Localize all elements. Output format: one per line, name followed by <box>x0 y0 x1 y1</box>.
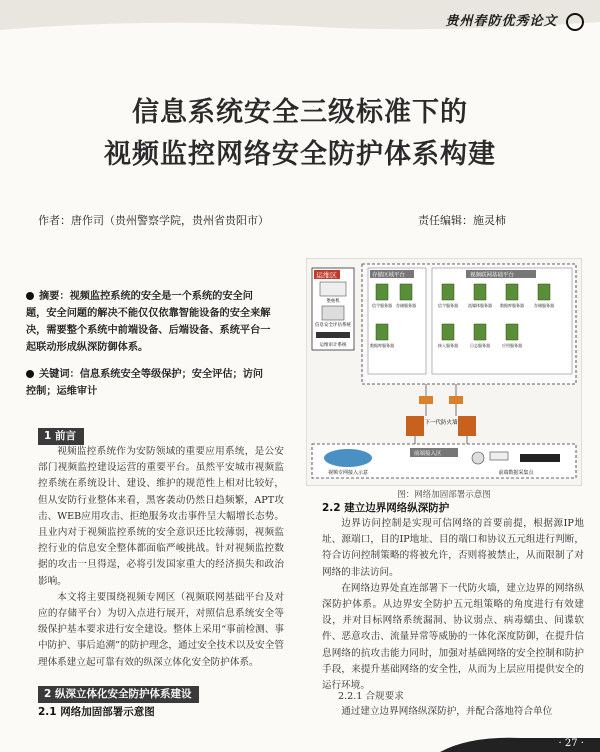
server-icon <box>442 284 454 300</box>
paragraph: 本文将主要围绕视频专网区（视频联网基础平台及对应的存储平台）为切入点进行展开，对照信息系统安全等级保护基本要求进行安全建设。整体上采用“事前检测、事中防护、事后追溯”的防护理念，通过安全技术以及安全管理体系建立起可靠有效的纵深立体化安全防护体系。 <box>38 591 284 668</box>
section-2-2-heading: 2.2 建立边界网络纵深防护 <box>322 502 450 514</box>
server-label: 存储服务器 <box>534 303 554 308</box>
footer-bar <box>0 734 600 752</box>
keywords-text: 信息系统安全等级保护；安全评估；访问控制；运维审计 <box>26 369 264 397</box>
section-2-2-body <box>322 516 584 694</box>
server-label: 数据库服务器 <box>500 303 524 308</box>
server-icon <box>506 284 518 300</box>
ops-item: 堡垒机 <box>326 299 340 304</box>
firewall-label: 下一代防火墙 <box>424 420 458 426</box>
article-title-line1: 信息系统安全三级标准下的 <box>132 97 468 128</box>
server-label: 存储服务器 <box>396 303 416 308</box>
author-line: 作者：唐作司（贵州警察学院，贵州省贵阳市） <box>38 214 269 227</box>
paragraph: 边界访问控制是实现可信网络的首要前提，根据源IP地址、源端口，目的IP地址、目的端口和协议五元组进行判断，符合访问控制策略的将被允许，否则将被禁止，从而限制了对网络的非法访问。 <box>322 518 584 578</box>
ops-item: 运维审计系统 <box>319 343 347 348</box>
frontend-zone-label: 前端接入区 <box>414 451 442 457</box>
journal-brand: 贵州春防优秀论文 <box>445 10 584 31</box>
editor-line: 责任编辑：施灵柿 <box>418 214 506 227</box>
network-deployment-figure <box>306 258 582 486</box>
page-number: · 27 · <box>558 738 584 749</box>
nvr-icon <box>520 454 560 462</box>
frontend-item: 视频专网接入示意 <box>327 470 369 476</box>
server-icon <box>538 284 550 300</box>
abstract <box>26 288 272 356</box>
server-icon <box>474 284 486 300</box>
paragraph: 通过建立边界网络纵深防护，并配合落地符合单位 <box>341 706 553 717</box>
dome-camera-icon <box>472 452 484 464</box>
brand-logo-icon <box>566 13 584 31</box>
bastion-icon <box>320 282 346 296</box>
bullet-icon <box>26 370 34 378</box>
server-label: 数据库服务器 <box>370 343 394 348</box>
section-2-1-heading: 2.1 网络加固部署示意图 <box>38 706 155 718</box>
abstract-label: 摘要： <box>39 291 70 302</box>
section-2-heading: 2 纵深立体化安全防护体系建设 <box>38 686 199 703</box>
server-label: 接入服务器 <box>438 343 458 348</box>
firewall-icon <box>406 416 424 436</box>
switch-icon <box>419 396 433 404</box>
audit-icon <box>316 332 350 338</box>
section-1-body <box>38 444 284 671</box>
assessment-icon <box>322 306 344 320</box>
frontend-item: 前端数据采集点 <box>498 470 534 476</box>
article-title-line2: 视频监控网络安全防护体系构建 <box>104 139 496 170</box>
server-icon <box>376 284 388 300</box>
firewall-icon <box>458 416 476 436</box>
server-icon <box>400 284 412 300</box>
ops-item: 信息安全评估系统 <box>315 323 351 328</box>
network-cloud-icon <box>324 449 372 467</box>
bullet-camera-icon <box>490 452 508 460</box>
ops-zone-label: 运维区 <box>316 271 337 280</box>
keywords <box>26 366 272 400</box>
keywords-label: 关键词： <box>39 369 80 380</box>
bullet-icon <box>26 292 34 300</box>
server-icon <box>376 324 388 340</box>
server-icon <box>506 324 518 340</box>
server-label: 流媒体服务器 <box>468 303 492 308</box>
abstract-text: 视频监控系统的安全是一个系统的安全问题，安全问题的解决不能仅仅依靠智能设备的安全来解决，需要整个系统中前端设备、后端设备、系统平台一起联动形成纵深防御体系。 <box>26 291 271 353</box>
paragraph: 在网络边界处直连部署下一代防火墙，建立边界的网络纵深防护体系。从边界安全防护五元组策略的角度进行有效建设，并对目标网络系统漏洞、协议弱点、病毒蠕虫、间谍软件、恶意攻击、流量异常等威胁的一体化深度防御，在提升信息网络的抗攻击能力同时，加强对基础网络的安全控制和防护手段，来提升基础网络的安全性，从而为上层应用提供安全的运行环境。 <box>322 582 584 692</box>
section-1-heading: 1 前言 <box>38 428 84 445</box>
server-label: 信令服务器 <box>372 303 392 308</box>
server-label: 日志服务器 <box>470 343 490 348</box>
server-icon <box>442 324 454 340</box>
video-zone-label: 视频联网基础平台 <box>470 272 515 279</box>
server-icon <box>474 324 486 340</box>
storage-zone-label: 存储区域平台 <box>372 272 406 279</box>
section-2-2-1-body <box>322 704 584 720</box>
server-label: 信令服务器 <box>438 303 458 308</box>
paragraph: 视频监控系统作为安防领域的重要应用系统，是公安部门视频监控建设运营的重要平台。虽然平安城市视频监控系统在系统设计、建设、维护的规范性上相对比较好，但从安防行业整体来看，黑客袭动仍然日趋频繁，APT攻击、WEB应用攻击、拒绝服务攻击事件呈大幅增长态势。且业内对于视频监控系统的安全意识还比较薄弱，视频监控行业的信息安全整体都面临严峻挑战。针对视频监控数据的攻击一旦得逞，必将引发国家重大的经济损失和政治影响。 <box>38 446 284 587</box>
switch-icon <box>449 396 463 404</box>
section-2-2-1-heading: 2.2.1 合规要求 <box>338 691 404 702</box>
figure-caption: 图：网络加固部署示意图 <box>397 490 491 500</box>
server-label: 应用服务器 <box>502 343 522 348</box>
